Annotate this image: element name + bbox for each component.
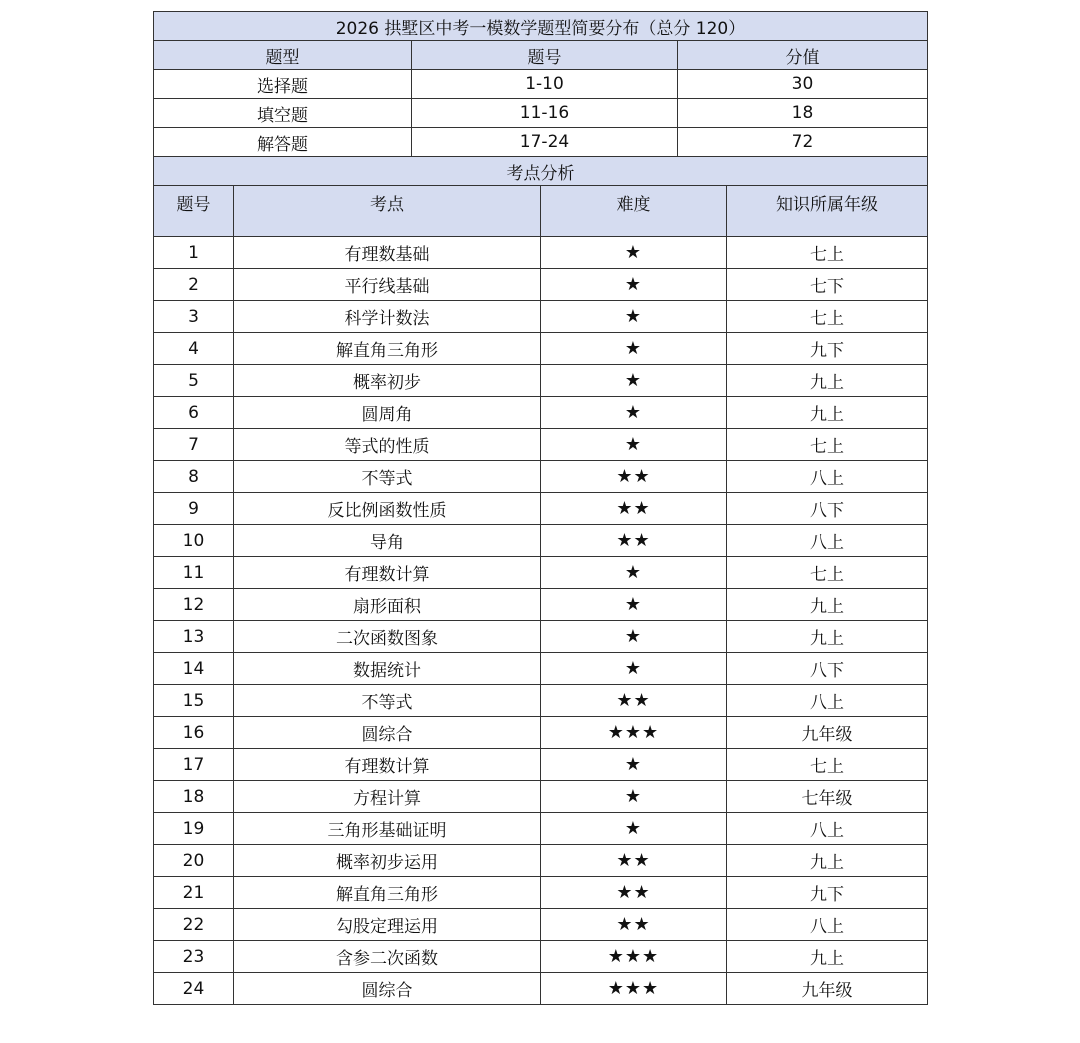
table-row — [154, 781, 928, 813]
question-number-cell: 4 — [154, 333, 234, 365]
grade-cell: 七下 — [727, 269, 928, 301]
difficulty-cell: ★ — [541, 813, 727, 845]
grade-cell: 九上 — [727, 845, 928, 877]
difficulty-cell: ★★ — [541, 877, 727, 909]
table-row — [154, 461, 928, 493]
exam-distribution-sheet — [153, 11, 927, 1005]
question-number-cell: 22 — [154, 909, 234, 941]
difficulty-cell: ★★ — [541, 493, 727, 525]
question-number-cell: 11 — [154, 557, 234, 589]
topic-cell: 二次函数图象 — [234, 621, 541, 653]
question-number-cell: 2 — [154, 269, 234, 301]
summary-row — [154, 128, 928, 157]
summary-numbers-cell: 17-24 — [412, 128, 678, 157]
topic-cell: 圆综合 — [234, 717, 541, 749]
table-row — [154, 365, 928, 397]
topic-cell: 数据统计 — [234, 653, 541, 685]
header-difficulty: 难度 — [541, 186, 727, 237]
topic-cell: 方程计算 — [234, 781, 541, 813]
question-number-cell: 6 — [154, 397, 234, 429]
question-number-cell: 17 — [154, 749, 234, 781]
grade-cell: 七上 — [727, 237, 928, 269]
topic-cell: 圆综合 — [234, 973, 541, 1005]
difficulty-cell: ★ — [541, 589, 727, 621]
difficulty-cell: ★★★ — [541, 973, 727, 1005]
analysis-table — [153, 156, 928, 1005]
table-row — [154, 237, 928, 269]
table-row — [154, 589, 928, 621]
table-row — [154, 525, 928, 557]
summary-table — [153, 11, 928, 157]
topic-cell: 不等式 — [234, 461, 541, 493]
grade-cell: 九下 — [727, 877, 928, 909]
difficulty-cell: ★ — [541, 333, 727, 365]
summary-type-cell: 选择题 — [154, 70, 412, 99]
table-row — [154, 621, 928, 653]
topic-cell: 扇形面积 — [234, 589, 541, 621]
topic-cell: 解直角三角形 — [234, 877, 541, 909]
question-number-cell: 20 — [154, 845, 234, 877]
topic-cell: 有理数基础 — [234, 237, 541, 269]
question-number-cell: 3 — [154, 301, 234, 333]
difficulty-cell: ★ — [541, 429, 727, 461]
grade-cell: 八上 — [727, 461, 928, 493]
topic-cell: 勾股定理运用 — [234, 909, 541, 941]
section-title-row — [154, 157, 928, 186]
header-score: 分值 — [678, 41, 928, 70]
header-question-numbers: 题号 — [412, 41, 678, 70]
grade-cell: 九上 — [727, 365, 928, 397]
table-row — [154, 653, 928, 685]
header-question-type: 题型 — [154, 41, 412, 70]
table-row — [154, 973, 928, 1005]
summary-type-cell: 解答题 — [154, 128, 412, 157]
header-grade: 知识所属年级 — [727, 186, 928, 237]
difficulty-cell: ★ — [541, 749, 727, 781]
summary-score-cell: 30 — [678, 70, 928, 99]
header-topic: 考点 — [234, 186, 541, 237]
summary-row — [154, 70, 928, 99]
summary-numbers-cell: 1-10 — [412, 70, 678, 99]
difficulty-cell: ★ — [541, 397, 727, 429]
question-number-cell: 8 — [154, 461, 234, 493]
summary-score-cell: 18 — [678, 99, 928, 128]
grade-cell: 九年级 — [727, 717, 928, 749]
question-number-cell: 1 — [154, 237, 234, 269]
title-row — [154, 12, 928, 41]
grade-cell: 九上 — [727, 589, 928, 621]
table-row — [154, 493, 928, 525]
grade-cell: 九上 — [727, 621, 928, 653]
difficulty-cell: ★★★ — [541, 941, 727, 973]
question-number-cell: 7 — [154, 429, 234, 461]
difficulty-cell: ★★★ — [541, 717, 727, 749]
question-number-cell: 21 — [154, 877, 234, 909]
table-row — [154, 269, 928, 301]
table-row — [154, 685, 928, 717]
summary-header-row — [154, 41, 928, 70]
topic-cell: 平行线基础 — [234, 269, 541, 301]
grade-cell: 八下 — [727, 653, 928, 685]
question-number-cell: 14 — [154, 653, 234, 685]
topic-cell: 导角 — [234, 525, 541, 557]
difficulty-cell: ★ — [541, 621, 727, 653]
grade-cell: 八上 — [727, 813, 928, 845]
table-title: 2026 拱墅区中考一模数学题型简要分布（总分 120） — [154, 12, 928, 41]
difficulty-cell: ★ — [541, 557, 727, 589]
topic-cell: 含参二次函数 — [234, 941, 541, 973]
topic-cell: 概率初步 — [234, 365, 541, 397]
summary-score-cell: 72 — [678, 128, 928, 157]
section-title: 考点分析 — [154, 157, 928, 186]
summary-type-cell: 填空题 — [154, 99, 412, 128]
difficulty-cell: ★ — [541, 269, 727, 301]
topic-cell: 反比例函数性质 — [234, 493, 541, 525]
topic-cell: 圆周角 — [234, 397, 541, 429]
topic-cell: 有理数计算 — [234, 557, 541, 589]
grade-cell: 七上 — [727, 749, 928, 781]
table-row — [154, 845, 928, 877]
question-number-cell: 5 — [154, 365, 234, 397]
difficulty-cell: ★★ — [541, 909, 727, 941]
question-number-cell: 9 — [154, 493, 234, 525]
difficulty-cell: ★★ — [541, 685, 727, 717]
grade-cell: 八上 — [727, 525, 928, 557]
table-row — [154, 557, 928, 589]
grade-cell: 九年级 — [727, 973, 928, 1005]
topic-cell: 等式的性质 — [234, 429, 541, 461]
question-number-cell: 12 — [154, 589, 234, 621]
header-number: 题号 — [154, 186, 234, 237]
difficulty-cell: ★★ — [541, 845, 727, 877]
table-row — [154, 909, 928, 941]
table-row — [154, 717, 928, 749]
grade-cell: 八下 — [727, 493, 928, 525]
topic-cell: 三角形基础证明 — [234, 813, 541, 845]
question-number-cell: 23 — [154, 941, 234, 973]
grade-cell: 七上 — [727, 301, 928, 333]
question-number-cell: 16 — [154, 717, 234, 749]
question-number-cell: 18 — [154, 781, 234, 813]
question-number-cell: 24 — [154, 973, 234, 1005]
grade-cell: 九下 — [727, 333, 928, 365]
topic-cell: 概率初步运用 — [234, 845, 541, 877]
grade-cell: 七上 — [727, 557, 928, 589]
difficulty-cell: ★ — [541, 653, 727, 685]
difficulty-cell: ★★ — [541, 525, 727, 557]
difficulty-cell: ★ — [541, 237, 727, 269]
grade-cell: 九上 — [727, 397, 928, 429]
difficulty-cell: ★ — [541, 365, 727, 397]
grade-cell: 八上 — [727, 685, 928, 717]
table-row — [154, 333, 928, 365]
table-row — [154, 301, 928, 333]
grade-cell: 八上 — [727, 909, 928, 941]
topic-cell: 不等式 — [234, 685, 541, 717]
table-row — [154, 749, 928, 781]
summary-row — [154, 99, 928, 128]
table-row — [154, 941, 928, 973]
question-number-cell: 13 — [154, 621, 234, 653]
table-row — [154, 813, 928, 845]
summary-numbers-cell: 11-16 — [412, 99, 678, 128]
grade-cell: 七年级 — [727, 781, 928, 813]
topic-cell: 科学计数法 — [234, 301, 541, 333]
topic-cell: 解直角三角形 — [234, 333, 541, 365]
difficulty-cell: ★★ — [541, 461, 727, 493]
table-row — [154, 429, 928, 461]
difficulty-cell: ★ — [541, 301, 727, 333]
topic-cell: 有理数计算 — [234, 749, 541, 781]
table-row — [154, 397, 928, 429]
difficulty-cell: ★ — [541, 781, 727, 813]
grade-cell: 七上 — [727, 429, 928, 461]
grade-cell: 九上 — [727, 941, 928, 973]
question-number-cell: 19 — [154, 813, 234, 845]
question-number-cell: 10 — [154, 525, 234, 557]
question-number-cell: 15 — [154, 685, 234, 717]
table-row — [154, 877, 928, 909]
analysis-header-row — [154, 186, 928, 237]
